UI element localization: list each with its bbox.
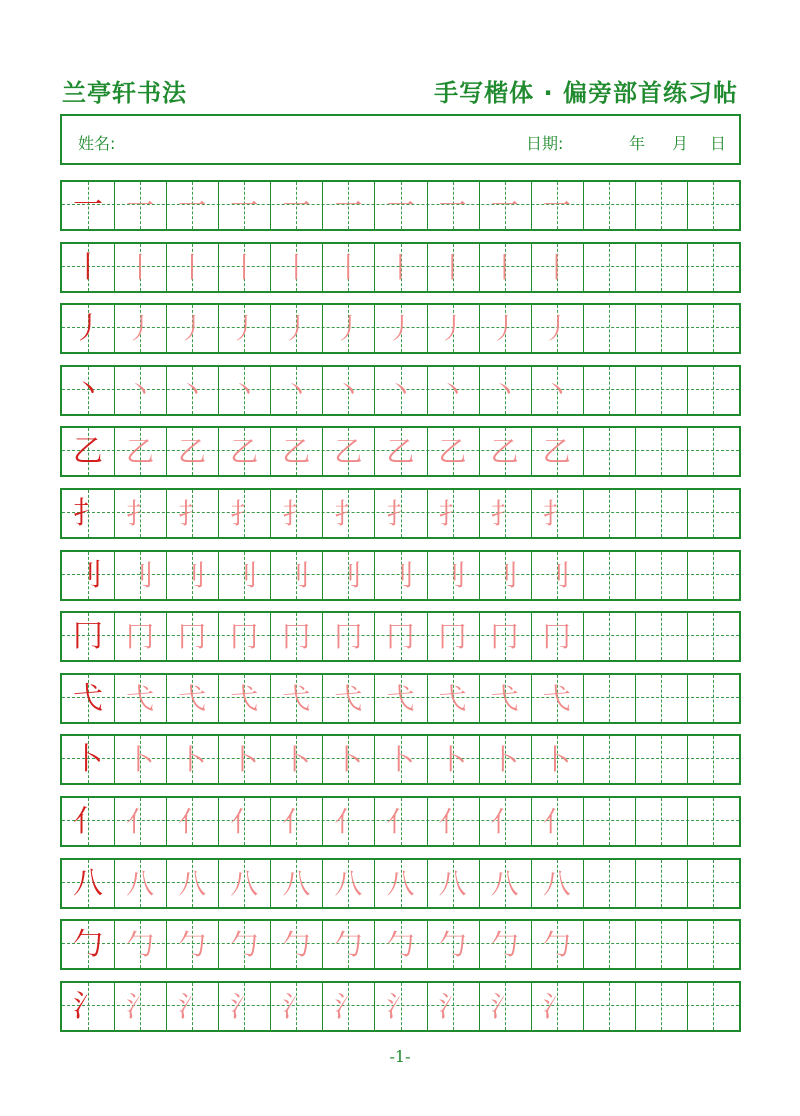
trace-character: 丨: [386, 250, 415, 284]
trace-character: 扌: [230, 497, 259, 530]
trace-character: 丿: [126, 312, 155, 346]
model-character: 丨: [73, 249, 104, 285]
empty-practice-cell: [687, 613, 739, 660]
trace-character: 一: [438, 189, 467, 222]
model-character: 刂: [73, 557, 104, 593]
empty-practice-cell: [635, 983, 687, 1030]
trace-character: 丶: [542, 373, 571, 407]
practice-row: [60, 242, 741, 293]
trace-character: 亻: [230, 805, 259, 838]
practice-row: [60, 303, 741, 354]
trace-character: 卜: [334, 743, 363, 777]
trace-character: 一: [386, 189, 415, 222]
practice-row: [60, 488, 741, 539]
empty-practice-cell: [687, 552, 739, 599]
trace-character: 冂: [490, 620, 519, 654]
trace-character: 一: [542, 189, 571, 222]
brand-title: 兰亭轩书法: [62, 79, 187, 107]
model-character: 一: [73, 188, 104, 223]
trace-character: 丿: [386, 312, 415, 346]
model-character: 丶: [73, 372, 104, 408]
trace-character: 八: [230, 866, 259, 900]
empty-practice-cell: [687, 675, 739, 722]
empty-practice-cell: [635, 305, 687, 352]
trace-character: 丿: [438, 312, 467, 346]
empty-practice-cell: [583, 613, 635, 660]
trace-character: 勹: [178, 928, 207, 962]
trace-character: 丿: [542, 312, 571, 346]
trace-character: 弋: [438, 681, 467, 715]
trace-character: 八: [334, 866, 363, 900]
model-character: 氵: [73, 988, 104, 1024]
empty-practice-cell: [635, 182, 687, 229]
model-character: 卜: [73, 742, 104, 778]
trace-character: 氵: [282, 989, 311, 1023]
trace-character: 氵: [490, 989, 519, 1023]
trace-character: 丶: [490, 373, 519, 407]
trace-character: 一: [490, 189, 519, 222]
trace-character: 刂: [334, 558, 363, 592]
empty-practice-cell: [687, 860, 739, 907]
trace-character: 一: [126, 189, 155, 222]
trace-character: 丨: [178, 250, 207, 284]
trace-character: 氵: [334, 989, 363, 1023]
trace-character: 刂: [438, 558, 467, 592]
trace-character: 氵: [438, 989, 467, 1023]
empty-practice-cell: [583, 675, 635, 722]
trace-character: 卜: [490, 743, 519, 777]
practice-row: [60, 734, 741, 785]
trace-character: 八: [386, 866, 415, 900]
trace-character: 勹: [230, 928, 259, 962]
trace-character: 弋: [542, 681, 571, 715]
trace-character: 勹: [490, 928, 519, 962]
practice-row: [60, 550, 741, 601]
name-label: 姓名:: [78, 134, 116, 153]
trace-character: 刂: [490, 558, 519, 592]
date-label: 日期:: [526, 134, 564, 153]
trace-character: 刂: [230, 558, 259, 592]
trace-character: 丶: [178, 373, 207, 407]
trace-character: 丶: [386, 373, 415, 407]
trace-character: 亻: [282, 805, 311, 838]
trace-character: 冂: [542, 620, 571, 654]
trace-character: 勹: [126, 928, 155, 962]
empty-practice-cell: [583, 244, 635, 291]
model-character: 丿: [73, 311, 104, 347]
trace-character: 氵: [542, 989, 571, 1023]
trace-character: 亻: [334, 805, 363, 838]
empty-practice-cell: [687, 983, 739, 1030]
trace-character: 乙: [334, 435, 363, 469]
day-label: 日: [710, 134, 727, 153]
trace-character: 丿: [334, 312, 363, 346]
trace-character: 乙: [490, 435, 519, 469]
trace-character: 扌: [490, 497, 519, 530]
practice-row: [60, 796, 741, 847]
trace-character: 扌: [542, 497, 571, 530]
trace-character: 亻: [438, 805, 467, 838]
trace-character: 乙: [282, 435, 311, 469]
trace-character: 亻: [126, 805, 155, 838]
trace-character: 氵: [386, 989, 415, 1023]
trace-character: 扌: [126, 497, 155, 530]
empty-practice-cell: [583, 182, 635, 229]
empty-practice-cell: [687, 182, 739, 229]
page-title: 手写楷体 · 偏旁部首练习帖: [434, 79, 738, 107]
trace-character: 弋: [334, 681, 363, 715]
trace-character: 弋: [282, 681, 311, 715]
trace-character: 一: [334, 189, 363, 222]
model-character: 冂: [73, 619, 104, 655]
trace-character: 冂: [282, 620, 311, 654]
trace-character: 一: [178, 189, 207, 222]
empty-practice-cell: [583, 552, 635, 599]
trace-character: 扌: [282, 497, 311, 530]
trace-character: 勹: [542, 928, 571, 962]
empty-practice-cell: [583, 490, 635, 537]
trace-character: 乙: [126, 435, 155, 469]
empty-practice-cell: [583, 305, 635, 352]
empty-practice-cell: [583, 860, 635, 907]
practice-row: [60, 858, 741, 909]
trace-character: 卜: [386, 743, 415, 777]
empty-practice-cell: [687, 244, 739, 291]
empty-practice-cell: [583, 367, 635, 414]
trace-character: 丿: [282, 312, 311, 346]
trace-character: 卜: [126, 743, 155, 777]
month-label: 月: [672, 134, 689, 153]
trace-character: 乙: [178, 435, 207, 469]
trace-character: 弋: [126, 681, 155, 715]
trace-character: 弋: [490, 681, 519, 715]
trace-character: 亻: [178, 805, 207, 838]
trace-character: 冂: [126, 620, 155, 654]
empty-practice-cell: [583, 736, 635, 783]
trace-character: 弋: [386, 681, 415, 715]
trace-character: 丶: [334, 373, 363, 407]
trace-character: 丿: [230, 312, 259, 346]
empty-practice-cell: [635, 675, 687, 722]
trace-character: 卜: [230, 743, 259, 777]
trace-character: 丶: [230, 373, 259, 407]
trace-character: 扌: [178, 497, 207, 530]
trace-character: 乙: [230, 435, 259, 469]
trace-character: 八: [282, 866, 311, 900]
info-box: [60, 114, 741, 165]
trace-character: 刂: [386, 558, 415, 592]
trace-character: 一: [282, 189, 311, 222]
trace-character: 刂: [282, 558, 311, 592]
trace-character: 氵: [230, 989, 259, 1023]
trace-character: 丿: [178, 312, 207, 346]
trace-character: 冂: [230, 620, 259, 654]
empty-practice-cell: [583, 428, 635, 475]
trace-character: 丨: [230, 250, 259, 284]
trace-character: 亻: [542, 805, 571, 838]
trace-character: 卜: [542, 743, 571, 777]
trace-character: 八: [178, 866, 207, 900]
trace-character: 乙: [438, 435, 467, 469]
trace-character: 勹: [438, 928, 467, 962]
empty-practice-cell: [635, 613, 687, 660]
model-character: 八: [73, 865, 104, 901]
trace-character: 弋: [178, 681, 207, 715]
empty-practice-cell: [635, 798, 687, 845]
empty-practice-cell: [635, 552, 687, 599]
page-number: -1-: [389, 1047, 411, 1066]
trace-character: 氵: [126, 989, 155, 1023]
model-character: 乙: [73, 434, 104, 470]
empty-practice-cell: [583, 921, 635, 968]
trace-character: 刂: [542, 558, 571, 592]
trace-character: 一: [230, 189, 259, 222]
practice-row: [60, 981, 741, 1032]
trace-character: 丶: [126, 373, 155, 407]
empty-practice-cell: [687, 798, 739, 845]
trace-character: 丶: [438, 373, 467, 407]
empty-practice-cell: [687, 736, 739, 783]
trace-character: 扌: [438, 497, 467, 530]
trace-character: 亻: [490, 805, 519, 838]
trace-character: 刂: [126, 558, 155, 592]
trace-character: 丨: [542, 250, 571, 284]
practice-row: [60, 365, 741, 416]
trace-character: 八: [542, 866, 571, 900]
trace-character: 八: [490, 866, 519, 900]
year-label: 年: [629, 134, 646, 153]
trace-character: 亻: [386, 805, 415, 838]
practice-row: [60, 611, 741, 662]
empty-practice-cell: [635, 490, 687, 537]
trace-character: 冂: [386, 620, 415, 654]
trace-character: 勹: [334, 928, 363, 962]
trace-character: 冂: [438, 620, 467, 654]
empty-practice-cell: [635, 860, 687, 907]
trace-character: 丨: [126, 250, 155, 284]
trace-character: 氵: [178, 989, 207, 1023]
trace-character: 扌: [386, 497, 415, 530]
model-character: 弋: [73, 680, 104, 716]
trace-character: 冂: [334, 620, 363, 654]
trace-character: 勹: [386, 928, 415, 962]
trace-character: 冂: [178, 620, 207, 654]
empty-practice-cell: [687, 428, 739, 475]
practice-row: [60, 180, 741, 231]
empty-practice-cell: [687, 490, 739, 537]
trace-character: 卜: [178, 743, 207, 777]
trace-character: 丨: [438, 250, 467, 284]
practice-row: [60, 426, 741, 477]
trace-character: 八: [126, 866, 155, 900]
empty-practice-cell: [635, 428, 687, 475]
empty-practice-cell: [635, 244, 687, 291]
trace-character: 丨: [282, 250, 311, 284]
empty-practice-cell: [583, 983, 635, 1030]
trace-character: 丿: [490, 312, 519, 346]
model-character: 勹: [73, 927, 104, 963]
trace-character: 丶: [282, 373, 311, 407]
empty-practice-cell: [583, 798, 635, 845]
empty-practice-cell: [687, 305, 739, 352]
model-character: 扌: [73, 496, 104, 531]
trace-character: 乙: [386, 435, 415, 469]
trace-character: 扌: [334, 497, 363, 530]
model-character: 亻: [73, 804, 104, 839]
trace-character: 八: [438, 866, 467, 900]
trace-character: 刂: [178, 558, 207, 592]
trace-character: 卜: [438, 743, 467, 777]
trace-character: 卜: [282, 743, 311, 777]
empty-practice-cell: [635, 367, 687, 414]
empty-practice-cell: [635, 736, 687, 783]
trace-character: 乙: [542, 435, 571, 469]
practice-row: [60, 919, 741, 970]
empty-practice-cell: [687, 367, 739, 414]
trace-character: 勹: [282, 928, 311, 962]
trace-character: 丨: [490, 250, 519, 284]
practice-row: [60, 673, 741, 724]
empty-practice-cell: [635, 921, 687, 968]
empty-practice-cell: [687, 921, 739, 968]
trace-character: 丨: [334, 250, 363, 284]
trace-character: 弋: [230, 681, 259, 715]
